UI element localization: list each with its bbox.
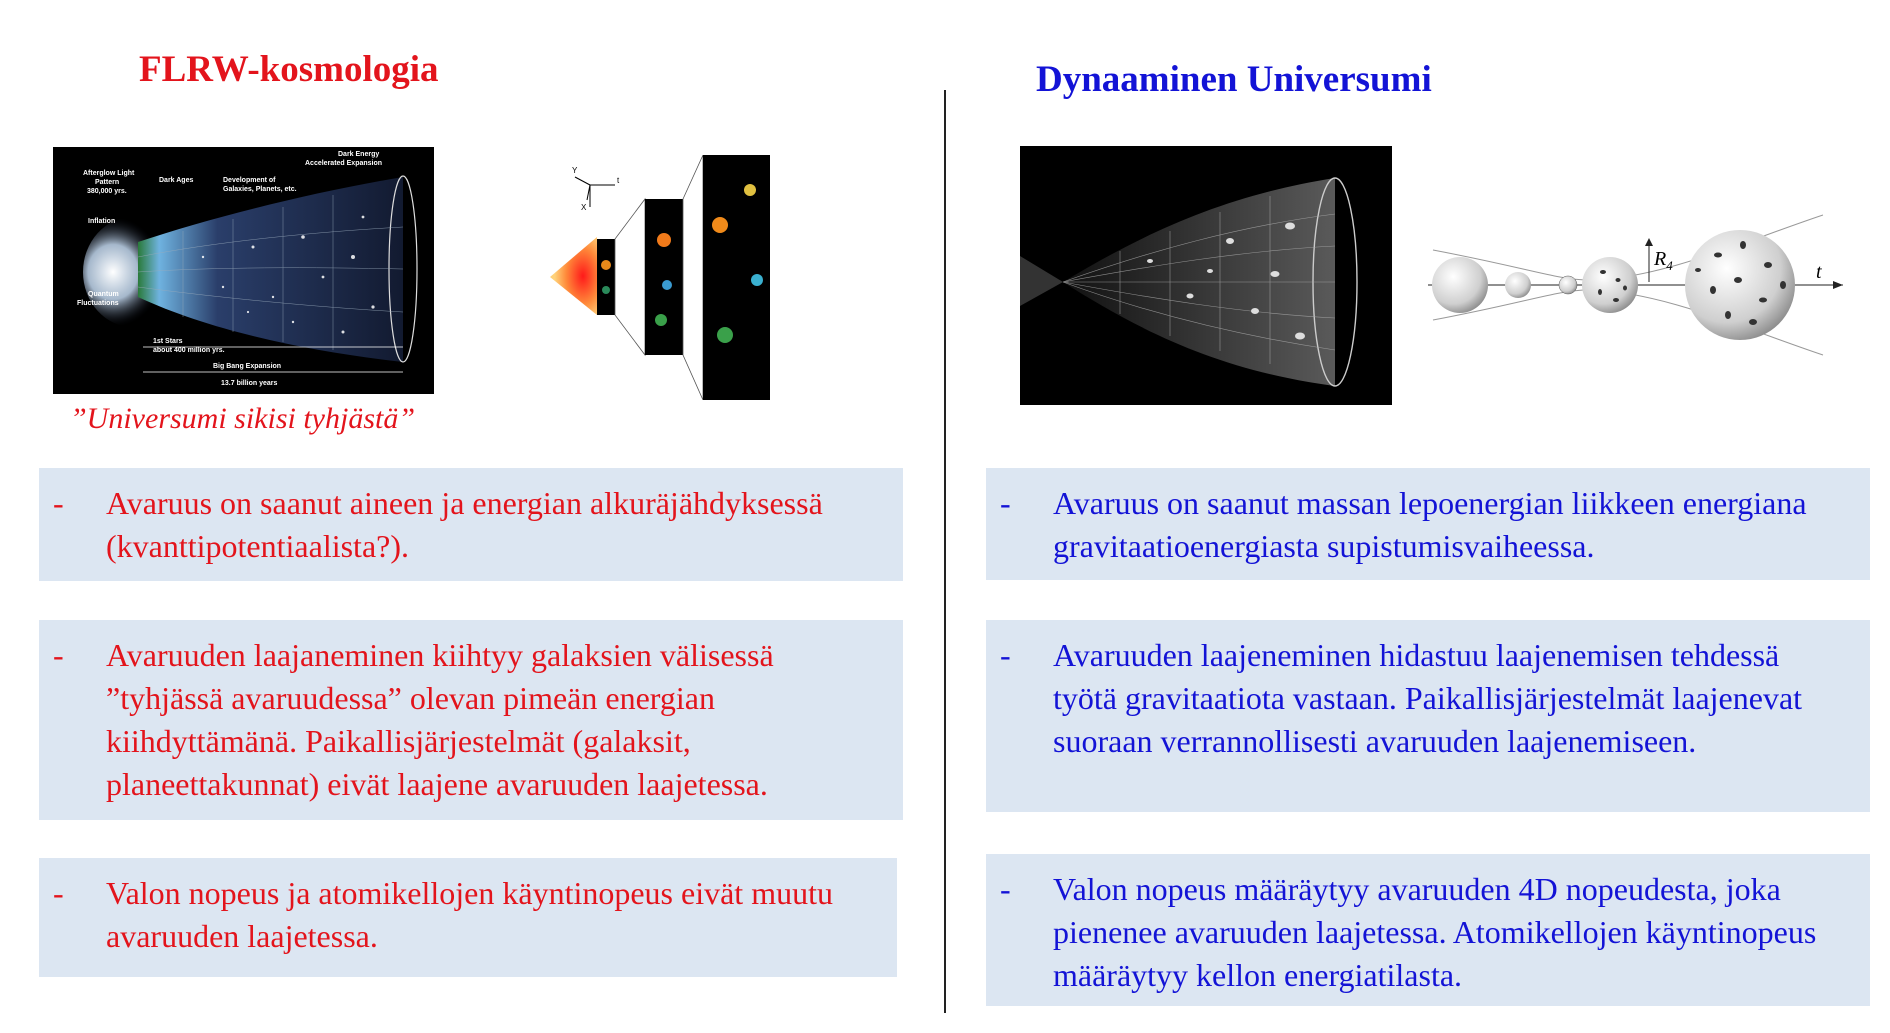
text-line: työtä gravitaatiota vastaan. Paikallisjärjestelmät laajenevat — [1053, 680, 1803, 716]
development-label: Development of — [223, 177, 276, 184]
dark-energy-label: Dark Energy — [338, 151, 380, 158]
flrw-title: FLRW-kosmologia — [139, 49, 439, 90]
text-line: pienenee avaruuden laajetessa. Atomikellojen käyntinopeus — [1053, 914, 1817, 950]
x-axis-label: X — [581, 203, 587, 212]
dark-ages-label: Dark Ages — [159, 177, 194, 184]
galaxies-label: Galaxies, Planets, etc. — [223, 186, 297, 193]
text-line: määräytyy kellon energiatilasta. — [1053, 957, 1463, 993]
dynamic-expansion-box — [986, 620, 1870, 812]
dynamic-energy-origin-box — [986, 468, 1870, 580]
pattern-label: Pattern — [95, 179, 120, 186]
text-line: planeettakunnat) eivät laajene avaruuden laajetessa. — [106, 766, 768, 802]
big-bang-expansion-label: Big Bang Expansion — [213, 363, 282, 370]
accelerated-expansion-label: Accelerated Expansion — [305, 160, 383, 167]
text-line: Avaruus on saanut aineen ja energian alkuräjähdyksessä — [106, 485, 823, 521]
bullet-dash: - — [1000, 871, 1011, 907]
text-line: (kvanttipotentiaalista?). — [106, 528, 409, 564]
column-divider — [944, 90, 946, 1013]
time-label: t — [1816, 261, 1822, 283]
expansion-panels-diagram — [545, 155, 770, 400]
svg-text:R4 — [1653, 248, 1673, 273]
bullet-dash: - — [53, 875, 64, 911]
text-line: Valon nopeus ja atomikellojen käyntinopeus eivät muutu — [106, 875, 833, 911]
fluctuations-label: Fluctuations — [77, 300, 119, 307]
text-line: Valon nopeus määräytyy avaruuden 4D nopeudesta, joka — [1053, 871, 1781, 907]
text-line: suoraan verrannollisesti avaruuden laajenemiseen. — [1053, 723, 1697, 759]
text-line: ”tyhjässä avaruudessa” olevan pimeän energian — [106, 680, 715, 716]
years380k-label: 380,000 yrs. — [87, 188, 127, 195]
bullet-dash: - — [53, 637, 64, 673]
expanding-cone-image — [1020, 146, 1392, 405]
text-line: kiihdyttämänä. Paikallisjärjestelmät (galaksit, — [106, 723, 691, 759]
dynamic-universe-title: Dynaaminen Universumi — [1036, 59, 1432, 100]
bullet-item — [53, 872, 877, 958]
text-line: Avaruuden laajaneminen kiihtyy galaksien välisessä — [106, 637, 774, 673]
universe-timeline-image — [53, 147, 434, 394]
bullet-item — [53, 482, 883, 568]
flrw-light-speed-box — [39, 858, 897, 977]
bullet-dash: - — [1000, 485, 1011, 521]
bullet-dash: - — [53, 485, 64, 521]
afterglow-label: Afterglow Light — [83, 170, 135, 177]
inflation-label: Inflation — [88, 218, 116, 225]
bullet-item — [1000, 482, 1850, 568]
bullet-item — [1000, 868, 1850, 997]
text-line: Avaruuden laajeneminen hidastuu laajenemisen tehdessä — [1053, 637, 1780, 673]
dynamic-light-speed-box — [986, 854, 1870, 1006]
radius-subscript: 4 — [1666, 258, 1673, 273]
text-line: avaruuden laajetessa. — [106, 918, 378, 954]
quantum-label: Quantum — [88, 291, 119, 298]
text-line: Avaruus on saanut massan lepoenergian liikkeen energiana — [1053, 485, 1807, 521]
y-axis-label: Y — [572, 166, 578, 175]
t-axis-label: t — [617, 176, 620, 185]
left-caption: ”Universumi sikisi tyhjästä” — [70, 402, 416, 435]
age-label: 13.7 billion years — [221, 380, 278, 387]
about400-label: about 400 million yrs. — [153, 347, 225, 354]
expanding-spheres-diagram — [1428, 210, 1848, 360]
bullet-dash: - — [1000, 637, 1011, 673]
text-line: gravitaatioenergiasta supistumisvaiheessa. — [1053, 528, 1595, 564]
first-stars-label: 1st Stars — [153, 338, 183, 345]
radius-label: R — [1654, 248, 1667, 270]
bullet-item — [53, 634, 883, 806]
flrw-expansion-box — [39, 620, 903, 820]
flrw-energy-origin-box — [39, 468, 903, 581]
bullet-item — [1000, 634, 1850, 763]
